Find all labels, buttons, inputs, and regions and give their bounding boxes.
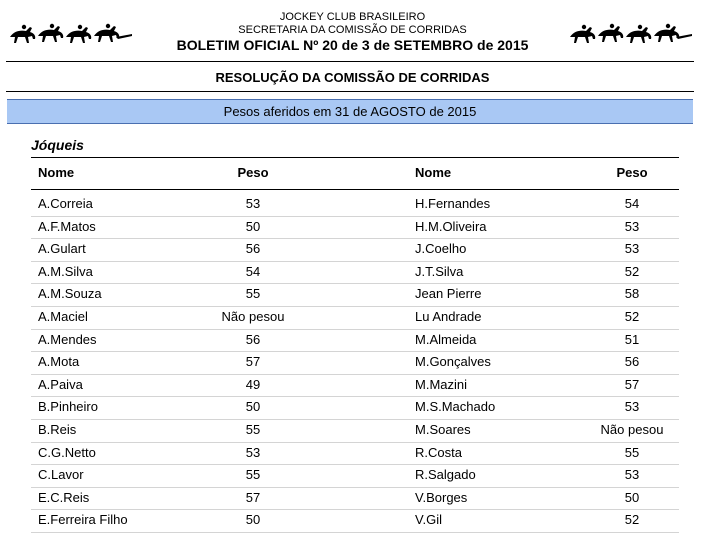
table-row	[31, 352, 679, 375]
jockey-weight: 51	[624, 331, 640, 347]
jockey-weight: 52	[624, 263, 640, 279]
jockey-name: H.M.Oliveira	[415, 218, 487, 234]
jockey-weight: 55	[245, 286, 261, 302]
jockey-name: E.Ferreira Filho	[38, 512, 128, 528]
table-row	[31, 443, 679, 466]
jockey-weight: 53	[245, 196, 261, 211]
section-title: RESOLUÇÃO DA COMISSÃO DE CORRIDAS	[215, 70, 490, 85]
jockey-weight: 55	[245, 421, 261, 437]
jockey-name: Lu Andrade	[415, 308, 482, 324]
table-row	[31, 284, 679, 307]
jockey-weight: Não pesou	[221, 308, 285, 324]
table-row	[31, 465, 679, 488]
jockey-name: J.Coelho	[415, 241, 467, 257]
jockey-name: C.Lavor	[38, 467, 84, 483]
jockey-name: A.Paiva	[38, 376, 83, 392]
secretariat-name: SECRETARIA DA COMISSÃO DE CORRIDAS	[238, 24, 467, 36]
jockey-name: V.Gil	[415, 512, 442, 528]
jockey-weights-table	[31, 157, 679, 533]
jockey-weight: 53	[624, 399, 640, 415]
jockey-name: R.Costa	[415, 444, 462, 460]
table-row	[31, 375, 679, 398]
jockey-name: A.M.Silva	[38, 263, 93, 279]
jockey-name: M.Gonçalves	[415, 354, 491, 370]
bulletin-header	[0, 0, 705, 60]
jockey-name: M.S.Machado	[415, 399, 496, 415]
jockey-name: H.Fernandes	[415, 196, 491, 211]
jockey-name: B.Pinheiro	[38, 399, 98, 415]
jockey-name: Jean Pierre	[415, 286, 482, 302]
divider	[6, 61, 694, 62]
racing-horses-icon	[568, 22, 693, 46]
jockey-weight: 53	[624, 241, 640, 257]
jockey-weight: 56	[245, 331, 261, 347]
jockey-name: A.Correia	[38, 196, 93, 211]
column-header-name: Nome	[415, 165, 452, 180]
jockey-name: V.Borges	[415, 489, 468, 505]
jockey-name: C.G.Netto	[38, 444, 96, 460]
jockey-name: M.Soares	[415, 421, 471, 437]
jockey-weight: 50	[245, 218, 261, 234]
jockey-weight: 53	[624, 218, 640, 234]
jockey-name: R.Salgado	[415, 467, 476, 483]
jockey-weight: 53	[245, 444, 261, 460]
table-row	[31, 510, 679, 533]
table-row	[31, 262, 679, 285]
jockey-weight: 52	[624, 512, 640, 528]
jockey-name: A.Mendes	[38, 331, 97, 347]
table-row	[31, 194, 679, 217]
jockey-weight: 55	[245, 467, 261, 483]
bulletin-title: BOLETIM OFICIAL Nº 20 de 3 de SETEMBRO de 2015	[176, 37, 529, 53]
column-header-weight: Peso	[616, 165, 648, 180]
weigh-in-date-banner: Pesos aferidos em 31 de AGOSTO de 2015	[7, 99, 693, 124]
jockey-weight: 55	[624, 444, 640, 460]
jockey-weight: 57	[245, 354, 261, 370]
table-row	[31, 488, 679, 511]
jockey-name: A.Mota	[38, 354, 80, 370]
jockey-name: A.Gulart	[38, 241, 86, 257]
club-name: JOCKEY CLUB BRASILEIRO	[279, 11, 426, 23]
jockey-name: J.T.Silva	[415, 263, 464, 279]
jockey-name: A.F.Matos	[38, 218, 96, 234]
jockey-name: M.Almeida	[415, 331, 477, 347]
table-row	[31, 420, 679, 443]
jockey-weight: 57	[624, 376, 640, 392]
jockey-weight: 56	[624, 354, 640, 370]
jockey-weight: Não pesou	[600, 421, 664, 437]
jockey-name: E.C.Reis	[38, 489, 90, 505]
jockey-weight: 50	[245, 512, 261, 528]
jockey-weight: 58	[624, 286, 640, 302]
table-row	[31, 330, 679, 353]
jockey-name: A.Maciel	[38, 308, 88, 324]
column-header-name: Nome	[38, 165, 75, 180]
table-row	[31, 239, 679, 262]
table-row	[31, 217, 679, 240]
jockey-weight: 50	[624, 489, 640, 505]
jockey-weight: 49	[245, 376, 261, 392]
divider	[6, 91, 694, 92]
jockey-name: M.Mazini	[415, 376, 468, 392]
table-header-row	[31, 158, 679, 190]
table-row	[31, 307, 679, 330]
jockey-weight: 54	[245, 263, 261, 279]
jockey-weight: 54	[624, 196, 640, 211]
jockey-weight: 50	[245, 399, 261, 415]
table-heading: Jóqueis	[31, 137, 84, 153]
jockey-weight: 52	[624, 308, 640, 324]
table-row	[31, 397, 679, 420]
table-body	[31, 190, 679, 533]
jockey-weight: 53	[624, 467, 640, 483]
column-header-weight: Peso	[237, 165, 269, 180]
jockey-name: A.M.Souza	[38, 286, 102, 302]
jockey-weight: 57	[245, 489, 261, 505]
jockey-name: B.Reis	[38, 421, 77, 437]
jockey-weight: 56	[245, 241, 261, 257]
